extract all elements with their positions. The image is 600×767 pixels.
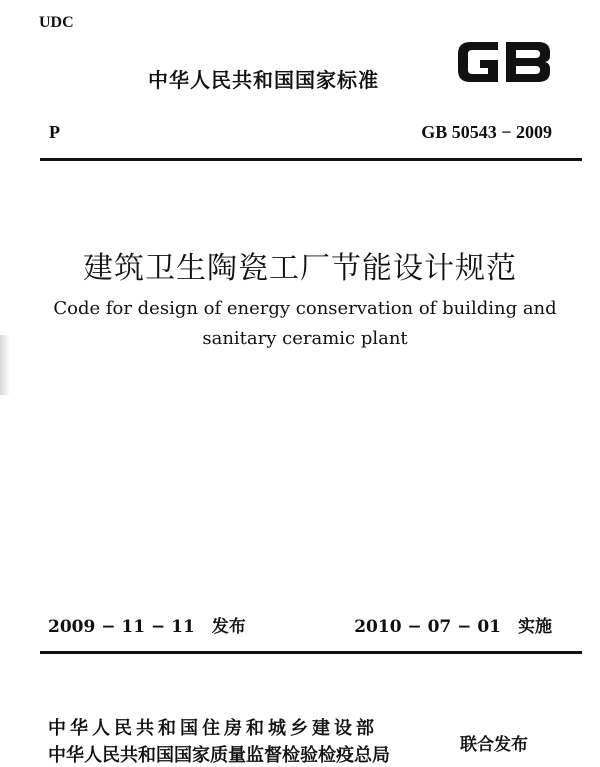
title-chinese: 建筑卫生陶瓷工厂节能设计规范: [83, 251, 517, 286]
joint-issue-label: 联合发布: [460, 735, 528, 755]
issue-date: 2009 − 11 − 11 发布: [48, 617, 246, 637]
gb-logo-icon: [452, 36, 556, 88]
udc-label: UDC: [39, 14, 74, 31]
standard-name: 中华人民共和国国家标准: [148, 68, 379, 92]
title-english: [40, 294, 570, 354]
issuer-ministry: 中华人民共和国住房和城乡建设部: [48, 718, 378, 739]
category-code: P: [49, 122, 60, 142]
bottom-divider: [40, 651, 582, 654]
issuer-aqsiq: 中华人民共和国国家质量监督检验检疫总局: [48, 745, 390, 766]
top-divider: [40, 158, 582, 161]
page-edge-shadow: [0, 335, 10, 395]
standard-number: GB 50543 − 2009: [421, 122, 552, 142]
title-english-line2: sanitary ceramic plant: [202, 328, 408, 349]
implementation-date: 2010 − 07 − 01 实施: [354, 617, 552, 637]
title-english-line1: Code for design of energy conservation of building and: [53, 298, 557, 319]
